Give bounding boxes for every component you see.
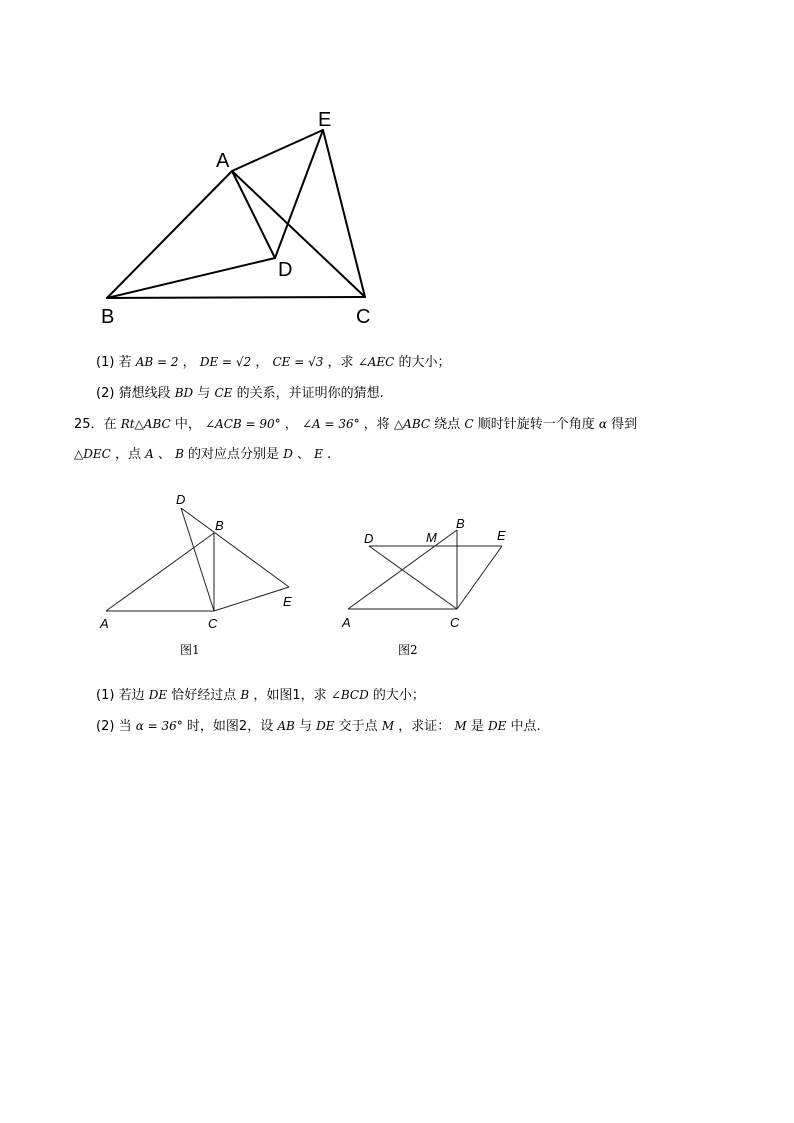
text: 的关系，并证明你的猜想.	[236, 386, 384, 401]
fig2-label-c: C	[450, 615, 460, 630]
math-ce: CE	[214, 386, 233, 400]
text: 、	[157, 447, 171, 462]
text: 得到	[611, 417, 638, 432]
text: 是	[470, 719, 484, 734]
text: 的对应点分别是	[188, 447, 280, 462]
math-de: DE	[488, 719, 507, 733]
figure-2	[335, 510, 525, 660]
q25-part1	[96, 685, 425, 706]
segment-ac	[232, 171, 365, 297]
text: 中，	[174, 417, 201, 432]
fig2-label-a: A	[342, 615, 351, 630]
math-angle-acb: ∠ACB = 90°	[204, 417, 281, 431]
math-m: M	[381, 719, 395, 733]
math-alpha: α	[598, 417, 607, 431]
math-angle-a: ∠A = 36°	[301, 417, 360, 431]
text: 中点.	[510, 719, 541, 734]
text: ，将	[363, 417, 390, 432]
fig1-label-b: B	[215, 518, 224, 533]
fig2-caption: 图2	[398, 643, 418, 657]
q25-line2	[74, 444, 331, 465]
part-number: (1)	[96, 355, 115, 370]
figure-triangle-abcde	[0, 0, 794, 340]
segment-bd	[107, 258, 275, 298]
math-triangle-dec: △DEC	[74, 447, 111, 461]
text: 的大小；	[398, 355, 451, 370]
text: 绕点	[434, 417, 461, 432]
q24-part2	[96, 383, 384, 404]
math-angle-bcd: ∠BCD	[330, 688, 369, 702]
text: ，如图1，求	[253, 688, 327, 703]
math-ab: AB	[277, 719, 295, 733]
text: ，点	[114, 447, 141, 462]
fig2-label-e: E	[497, 528, 506, 543]
math-de: DE	[148, 688, 168, 702]
math-ab-eq: AB = 2	[135, 355, 179, 369]
math-a: A	[145, 447, 154, 461]
segment-bc	[107, 297, 365, 298]
math-b: B	[175, 447, 184, 461]
segment-ec	[323, 130, 365, 297]
label-d: D	[278, 259, 293, 281]
part-number: (2)	[96, 719, 115, 734]
math-triangle-abc: △ABC	[393, 417, 431, 431]
math-c: C	[464, 417, 474, 431]
math-angle-aec: ∠AEC	[357, 355, 395, 369]
fig1-caption: 图1	[180, 643, 200, 657]
text: .	[327, 447, 332, 462]
text: 、	[296, 447, 310, 462]
text: 若	[118, 355, 132, 370]
math-alpha-eq: α = 36°	[135, 719, 183, 733]
label-b: B	[101, 306, 115, 328]
fig2-label-m: M	[426, 530, 437, 545]
fig2-label-d: D	[364, 531, 374, 546]
q25-part2	[96, 716, 541, 737]
math-rt-abc: Rt△ABC	[120, 417, 171, 431]
math-de-eq: DE = √2	[199, 355, 252, 369]
math-m: M	[454, 719, 467, 733]
label-a: A	[216, 150, 230, 172]
fig1-segment-de	[181, 508, 289, 587]
text: 猜想线段	[118, 386, 171, 401]
text: ，求	[327, 355, 354, 370]
text: 与	[197, 386, 211, 401]
fig1-label-e: E	[283, 594, 292, 609]
fig2-segment-ec	[457, 546, 502, 609]
segment-ad	[232, 171, 275, 258]
fig1-segment-ab	[106, 533, 214, 611]
text: ，	[284, 417, 298, 432]
math-d: D	[283, 447, 293, 461]
text: 与	[298, 719, 312, 734]
text: ，	[255, 355, 269, 370]
part-number: (1)	[96, 688, 115, 703]
fig2-segment-dc	[369, 546, 457, 609]
math-e: E	[314, 447, 323, 461]
segment-ab	[107, 171, 232, 298]
figure-1	[90, 488, 310, 658]
text: 当	[118, 719, 132, 734]
text: 顺时针旋转一个角度	[477, 417, 595, 432]
text: ，求证：	[398, 719, 451, 734]
math-bd: BD	[174, 386, 194, 400]
fig1-segment-dc	[181, 508, 214, 611]
text: ，	[182, 355, 196, 370]
fig1-segment-ce	[214, 587, 289, 611]
fig1-label-a: A	[100, 616, 109, 631]
math-b: B	[240, 688, 250, 702]
question-number: 25．在	[74, 417, 117, 432]
text: 交于点	[338, 719, 378, 734]
part-number: (2)	[96, 386, 115, 401]
fig1-label-d: D	[176, 492, 186, 507]
text: 时，如图2，设	[186, 719, 274, 734]
fig2-label-b: B	[456, 516, 465, 531]
text: 若边	[118, 688, 145, 703]
label-e: E	[318, 109, 332, 131]
label-c: C	[356, 306, 371, 328]
math-de: DE	[316, 719, 335, 733]
q25-line1	[74, 414, 637, 435]
q24-part1	[96, 352, 451, 373]
text: 的大小；	[372, 688, 425, 703]
text: 恰好经过点	[171, 688, 237, 703]
fig1-label-c: C	[208, 616, 218, 631]
math-ce-eq: CE = √3	[272, 355, 324, 369]
